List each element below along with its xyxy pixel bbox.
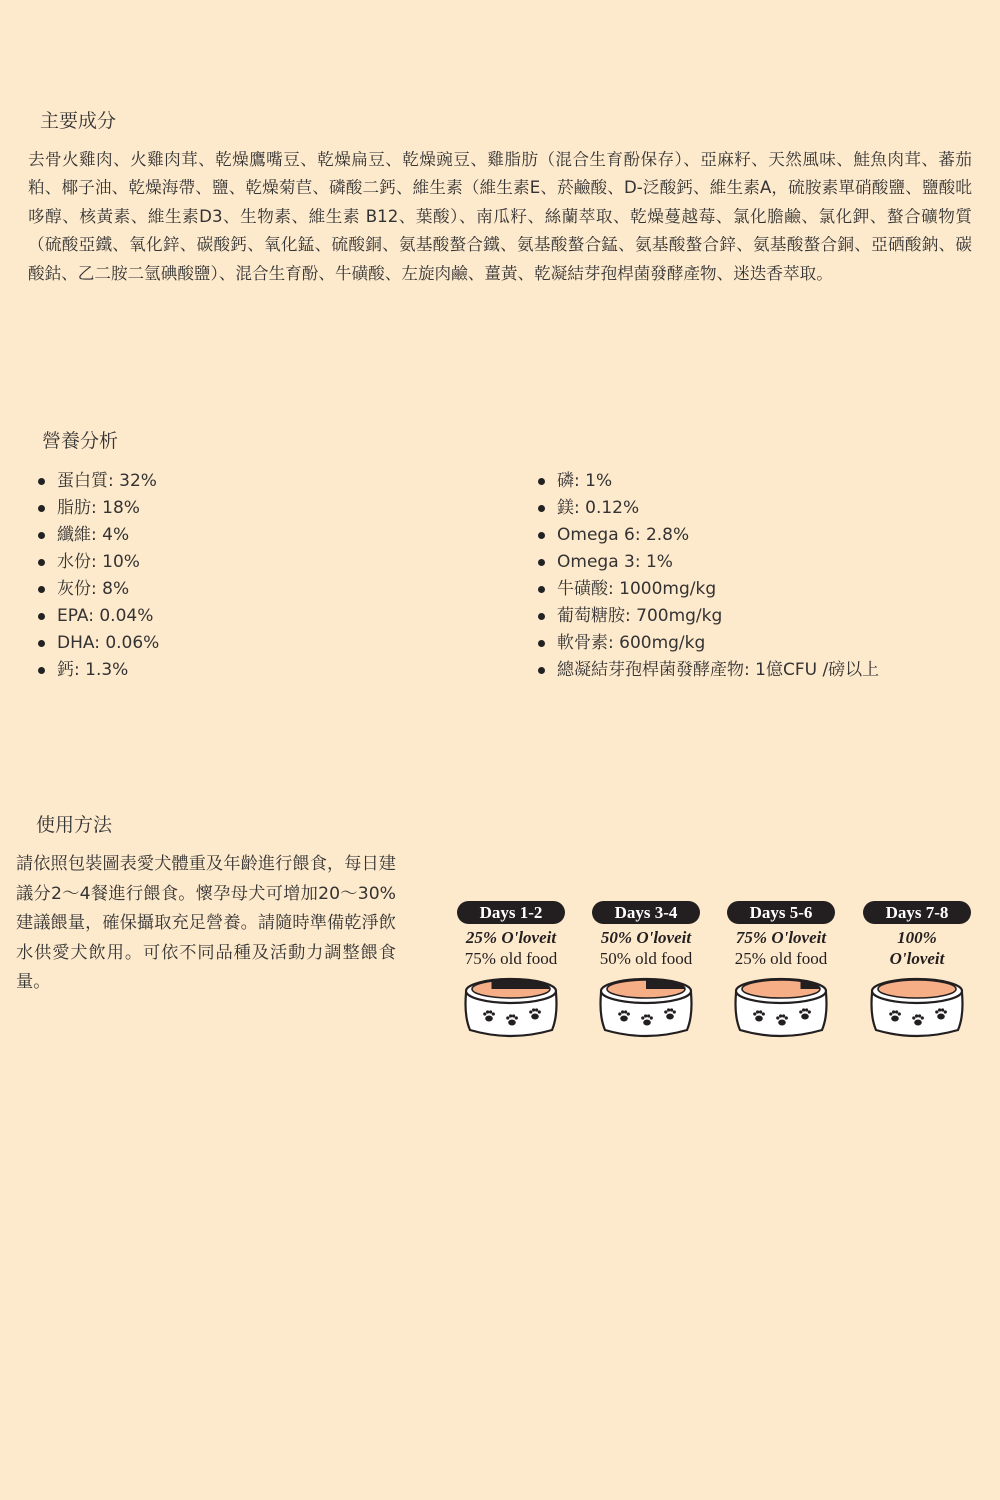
list-item [36, 603, 159, 630]
list-item [536, 576, 879, 603]
paw-toe [918, 1014, 921, 1017]
list-item [36, 495, 159, 522]
paw-toe [667, 1008, 670, 1011]
list-item [36, 657, 159, 684]
mix-new-food: 50% O'loveit [600, 928, 692, 947]
nutrient-text: DHA: 0.06% [57, 633, 160, 653]
paw-toe [489, 1010, 492, 1013]
nutrient-text: 牛磺酸: 1000mg/kg [557, 579, 717, 599]
mix-old-food: 50% old food [599, 949, 693, 968]
paw-toe [509, 1014, 512, 1017]
list-item [36, 549, 159, 576]
bullet-icon [538, 586, 545, 593]
day-label: Days 3-4 [592, 901, 700, 924]
nutrient-text: 鈣: 1.3% [57, 660, 129, 680]
paw-toe [512, 1014, 515, 1017]
mix-old-food: 75% old food [464, 949, 558, 968]
bullet-icon [538, 478, 545, 485]
nutrient-text: 水份: 10% [57, 552, 140, 572]
bullet-icon [38, 586, 45, 593]
paw-toe [941, 1008, 944, 1011]
paw-toe [673, 1010, 676, 1013]
food-bowl-icon [597, 976, 695, 1040]
paw-toe [892, 1010, 895, 1013]
paw-toe [641, 1016, 644, 1019]
paw-toe [532, 1008, 535, 1011]
paw-toe [898, 1012, 901, 1015]
paw-pad [485, 1016, 493, 1022]
bullet-icon [38, 559, 45, 566]
paw-toe [535, 1008, 538, 1011]
bullet-icon [538, 613, 545, 620]
paw-toe [618, 1012, 621, 1015]
bullet-icon [538, 559, 545, 566]
paw-pad [937, 1014, 945, 1020]
list-item [536, 603, 879, 630]
paw-pad [620, 1016, 628, 1022]
paw-toe [912, 1016, 915, 1019]
paw-toe [756, 1010, 759, 1013]
transition-step [456, 901, 566, 1043]
paw-pad [755, 1016, 763, 1022]
usage-title: 使用方法 [36, 814, 113, 836]
paw-toe [486, 1010, 489, 1013]
paw-toe [938, 1008, 941, 1011]
nutrient-text: Omega 3: 1% [557, 552, 673, 572]
paw-toe [647, 1014, 650, 1017]
paw-toe [895, 1010, 898, 1013]
day-label: Days 1-2 [457, 901, 565, 924]
bullet-icon [38, 505, 45, 512]
paw-toe [802, 1008, 805, 1011]
list-item [536, 630, 879, 657]
transition-step [862, 901, 972, 1043]
usage-text: 請依照包裝圖表愛犬體重及年齡進行餵食，每日建議分2～4餐進行餵食。懷孕母犬可增加20～30%建議餵量，確保攝取充足營養。請隨時準備乾淨飲水供愛犬飲用。可依不同品種及活動力調整餵食量。 [16, 854, 396, 992]
paw-toe [753, 1012, 756, 1015]
paw-toe [776, 1016, 779, 1019]
nutrient-text: 脂肪: 18% [57, 498, 140, 518]
bullet-icon [538, 505, 545, 512]
paw-toe [944, 1010, 947, 1013]
paw-toe [805, 1008, 808, 1011]
paw-toe [921, 1016, 924, 1019]
paw-toe [759, 1010, 762, 1013]
bullet-icon [38, 478, 45, 485]
ingredients-text: 去骨火雞肉、火雞肉茸、乾燥鷹嘴豆、乾燥扁豆、乾燥豌豆、雞脂肪（混合生育酚保存）、亞麻籽、天然風味、鮭魚肉茸、蕃茄粕、椰子油、乾燥海帶、鹽、乾燥菊苣、磷酸二鈣、維生素（維生素E、菸鹼酸、D-泛酸鈣、維生素A，硫胺素單硝酸鹽、鹽酸吡哆醇、核黃素、維生素D3、生物素、維生素 B12、葉酸）、南瓜籽、絲蘭萃取、乾燥蔓越莓、氯化膽鹼、氯化鉀、螯合礦物質（硫酸亞鐵、氧化鋅、碳酸鈣、氧化錳、硫酸銅、氨基酸螯合鐵、氨基酸螯合錳、氨基酸螯合鋅、氨基酸螯合銅、亞硒酸鈉、碳酸鈷、乙二胺二氫碘酸鹽）、混合生育酚、牛磺酸、左旋肉鹼、薑黃、乾凝結芽孢桿菌發酵產物、迷迭香萃取。 [28, 150, 972, 283]
list-item [36, 468, 159, 495]
nutrient-text: 灰份: 8% [57, 579, 130, 599]
nutrient-text: 纖維: 4% [57, 525, 130, 545]
bullet-icon [538, 532, 545, 539]
nutrient-text: EPA: 0.04% [57, 606, 154, 626]
mix-new-food: 25% O'loveit [465, 928, 557, 947]
bullet-icon [538, 640, 545, 647]
paw-pad [531, 1014, 539, 1020]
paw-pad [891, 1016, 899, 1022]
transition-step [726, 901, 836, 1043]
mix-old-food: O'loveit [889, 949, 945, 968]
paw-toe [624, 1010, 627, 1013]
transition-guide [456, 901, 972, 1043]
paw-toe [915, 1014, 918, 1017]
paw-toe [762, 1012, 765, 1015]
paw-toe [538, 1010, 541, 1013]
nutrition-title: 營養分析 [42, 430, 119, 452]
paw-toe [935, 1010, 938, 1013]
nutrient-text: 磷: 1% [557, 471, 613, 491]
list-item [36, 630, 159, 657]
bullet-icon [538, 667, 545, 674]
paw-toe [670, 1008, 673, 1011]
list-item [536, 495, 879, 522]
paw-toe [644, 1014, 647, 1017]
paw-toe [808, 1010, 811, 1013]
day-label: Days 5-6 [727, 901, 835, 924]
list-item [36, 576, 159, 603]
day-label: Days 7-8 [863, 901, 971, 924]
paw-pad [666, 1014, 674, 1020]
bullet-icon [38, 667, 45, 674]
paw-toe [483, 1012, 486, 1015]
list-item [536, 468, 879, 495]
nutrient-text: 鎂: 0.12% [557, 498, 640, 518]
nutrient-list-right [536, 468, 879, 684]
paw-toe [785, 1016, 788, 1019]
transition-step [591, 901, 701, 1043]
ingredients-title: 主要成分 [40, 110, 117, 132]
paw-toe [529, 1010, 532, 1013]
paw-toe [782, 1014, 785, 1017]
list-item [36, 522, 159, 549]
paw-pad [778, 1020, 786, 1026]
nutrient-text: Omega 6: 2.8% [557, 525, 690, 545]
paw-toe [627, 1012, 630, 1015]
paw-toe [779, 1014, 782, 1017]
paw-toe [506, 1016, 509, 1019]
paw-toe [621, 1010, 624, 1013]
food-bowl-icon [732, 976, 830, 1040]
bullet-icon [38, 640, 45, 647]
nutrient-text: 軟骨素: 600mg/kg [557, 633, 706, 653]
paw-pad [801, 1014, 809, 1020]
paw-toe [664, 1010, 667, 1013]
paw-toe [799, 1010, 802, 1013]
nutrient-text: 葡萄糖胺: 700mg/kg [557, 606, 723, 626]
food-bowl-icon [462, 976, 560, 1040]
nutrient-text: 蛋白質: 32% [57, 471, 157, 491]
list-item [536, 657, 879, 684]
paw-toe [515, 1016, 518, 1019]
paw-pad [914, 1020, 922, 1026]
mix-new-food: 75% O'loveit [735, 928, 827, 947]
list-item [536, 522, 879, 549]
paw-pad [643, 1020, 651, 1026]
food-bowl-icon [868, 976, 966, 1040]
paw-toe [492, 1012, 495, 1015]
paw-toe [889, 1012, 892, 1015]
paw-toe [650, 1016, 653, 1019]
nutrient-list-left [36, 468, 159, 684]
bullet-icon [38, 613, 45, 620]
bullet-icon [38, 532, 45, 539]
nutrient-text: 總凝結芽孢桿菌發酵產物: 1億CFU /磅以上 [557, 660, 880, 680]
list-item [536, 549, 879, 576]
mix-old-food: 25% old food [734, 949, 828, 968]
mix-new-food: 100% [897, 928, 937, 947]
paw-pad [508, 1020, 516, 1026]
